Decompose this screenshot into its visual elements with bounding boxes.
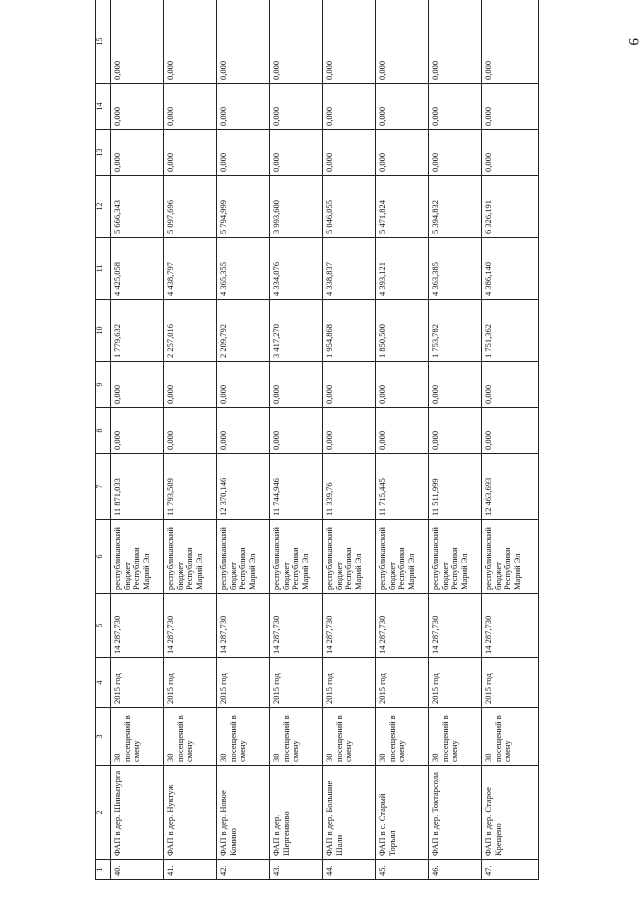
header-cell: 7 [96,454,111,520]
table-row [376,0,429,880]
table-cell: 30 посещений в смену [111,708,164,766]
table-cell: 12 463,693 [482,454,539,520]
table-cell: 0,000 [164,130,217,176]
table-cell: 30 посещений в смену [270,708,323,766]
table-cell: 0,000 [323,408,376,454]
table-cell: 0,000 [482,0,539,84]
table-cell: 0,000 [376,84,429,130]
table-cell: 0,000 [164,0,217,84]
table-cell: 12 370,146 [217,454,270,520]
header-cell: 10 [96,300,111,362]
table-cell: 14 287,730 [111,594,164,658]
table-cell: 14 287,730 [482,594,539,658]
header-cell: 4 [96,658,111,708]
table-cell: 0,000 [270,362,323,408]
table-cell: 1 779,632 [111,300,164,362]
header-cell: 6 [96,520,111,594]
header-cell: 8 [96,408,111,454]
table-cell: 14 287,730 [323,594,376,658]
table-cell: 30 посещений в смену [376,708,429,766]
table-cell: 2015 год [111,658,164,708]
header-cell: 12 [96,176,111,238]
table-cell: 0,000 [323,362,376,408]
table-cell: 0,000 [111,408,164,454]
table-cell: 1 850,500 [376,300,429,362]
table-cell: 45. [376,860,429,880]
table-cell: 2015 год [323,658,376,708]
table-cell: 3 417,270 [270,300,323,362]
table-cell: 0,000 [429,362,482,408]
table-cell: 0,000 [482,362,539,408]
table-cell: 4 338,837 [323,238,376,300]
table-cell: 2 209,792 [217,300,270,362]
table-cell: 14 287,730 [164,594,217,658]
table-cell: 11 511,999 [429,454,482,520]
table-cell: 40. [111,860,164,880]
table-cell: республиканский бюджет Республики Марий Эл [164,520,217,594]
table-row [270,0,323,880]
table-cell: 0,000 [323,84,376,130]
table-cell: 0,000 [323,0,376,84]
table-cell: 5 097,696 [164,176,217,238]
table-cell: 2 257,016 [164,300,217,362]
table-cell: 0,000 [270,130,323,176]
table-cell: республиканский бюджет Республики Марий Эл [376,520,429,594]
table-row [323,0,376,880]
table-cell: 0,000 [429,0,482,84]
header-cell: 13 [96,130,111,176]
table-row [482,0,539,880]
table-cell: 30 посещений в смену [217,708,270,766]
table-cell: 0,000 [217,408,270,454]
table-cell: 0,000 [482,130,539,176]
table-cell: 2015 год [429,658,482,708]
table-cell: 0,000 [482,408,539,454]
table-row [164,0,217,880]
table-cell: 0,000 [164,362,217,408]
table-cell: 4 425,058 [111,238,164,300]
table-cell: 11 339,76 [323,454,376,520]
header-row [96,0,111,880]
table-cell: 1 954,868 [323,300,376,362]
facilities-table [95,0,539,880]
table-cell: ФАП в дер. Шергенвово [270,766,323,860]
table-cell: 0,000 [111,362,164,408]
table-cell: 11 793,509 [164,454,217,520]
table-cell: 0,000 [429,84,482,130]
table-cell: 0,000 [111,84,164,130]
table-cell: 0,000 [323,130,376,176]
table-cell: 44. [323,860,376,880]
table-cell: 43. [270,860,323,880]
table-cell: 5 394,832 [429,176,482,238]
table-cell: республиканский бюджет Республики Марий Эл [217,520,270,594]
table-cell: 0,000 [217,84,270,130]
table-cell: 1 753,782 [429,300,482,362]
table-cell: 2015 год [270,658,323,708]
table-cell: республиканский бюджет Республики Марий Эл [482,520,539,594]
table-cell: 3 993,600 [270,176,323,238]
table-cell: 4 386,140 [482,238,539,300]
table-cell: ФАП в дер. Старое Крещено [482,766,539,860]
table-cell: республиканский бюджет Республики Марий Эл [323,520,376,594]
table-cell: 11 871,033 [111,454,164,520]
table-cell: ФАП в дер. Токтарсола [429,766,482,860]
table-cell: 42. [217,860,270,880]
table-cell: 2015 год [164,658,217,708]
header-cell: 1 [96,860,111,880]
table-cell: 46. [429,860,482,880]
header-cell: 11 [96,238,111,300]
table-cell: 0,000 [217,362,270,408]
table-cell: ФАП в дер. Новое Комино [217,766,270,860]
table-cell: ФАП в дер. Большие Шали [323,766,376,860]
table-cell: республиканский бюджет Республики Марий Эл [270,520,323,594]
header-cell: 15 [96,0,111,84]
table-cell: 4 365,355 [217,238,270,300]
table-cell: 5 471,824 [376,176,429,238]
table-cell: 2015 год [217,658,270,708]
table-cell: 4 393,121 [376,238,429,300]
table-cell: ФАП в с. Старый Торъял [376,766,429,860]
table-cell: 0,000 [376,0,429,84]
table-cell: 47. [482,860,539,880]
table-row [217,0,270,880]
table-cell: 30 посещений в смену [164,708,217,766]
table-cell: 0,000 [429,408,482,454]
table-cell: 0,000 [376,130,429,176]
table-cell: 5 046,055 [323,176,376,238]
table-cell: 1 751,362 [482,300,539,362]
table-cell: 0,000 [429,130,482,176]
header-cell: 14 [96,84,111,130]
table-cell: 0,000 [164,84,217,130]
header-cell: 2 [96,766,111,860]
table-cell: 30 посещений в смену [482,708,539,766]
table-cell: 0,000 [376,362,429,408]
table-cell: 0,000 [482,84,539,130]
table-cell: 0,000 [164,408,217,454]
table-cell: 0,000 [217,130,270,176]
header-cell: 9 [96,362,111,408]
table-cell: 2015 год [376,658,429,708]
table-cell: 0,000 [217,0,270,84]
table-cell: 11 715,445 [376,454,429,520]
header-cell: 5 [96,594,111,658]
table-cell: 4 363,385 [429,238,482,300]
table-cell: 30 посещений в смену [323,708,376,766]
table-body [111,0,539,880]
table-cell: 4 334,076 [270,238,323,300]
header-cell: 3 [96,708,111,766]
page-number: 9 [625,38,641,46]
rotated-table-container [95,0,525,880]
table-cell: 14 287,730 [217,594,270,658]
table-cell: ФАП в дер. Шиньпурга [111,766,164,860]
table-cell: 5 666,343 [111,176,164,238]
table-cell: 0,000 [270,408,323,454]
table-cell: 14 287,730 [429,594,482,658]
table-row [111,0,164,880]
table-cell: 14 287,730 [376,594,429,658]
table-cell: 30 посещений в смену [429,708,482,766]
table-cell: 0,000 [111,0,164,84]
table-cell: республиканский бюджет Республики Марий Эл [429,520,482,594]
table-cell: ФАП в дер. Нуктуж [164,766,217,860]
table-cell: 14 287,730 [270,594,323,658]
table-cell: 41. [164,860,217,880]
table-cell: 11 744,946 [270,454,323,520]
table-row [429,0,482,880]
table-cell: 4 438,797 [164,238,217,300]
table-cell: 6 326,191 [482,176,539,238]
table-cell: 0,000 [270,84,323,130]
table-cell: 0,000 [376,408,429,454]
table-cell: 5 794,999 [217,176,270,238]
table-cell: республиканский бюджет Республики Марий Эл [111,520,164,594]
table-cell: 0,000 [111,130,164,176]
table-cell: 2015 год [482,658,539,708]
table-cell: 0,000 [270,0,323,84]
